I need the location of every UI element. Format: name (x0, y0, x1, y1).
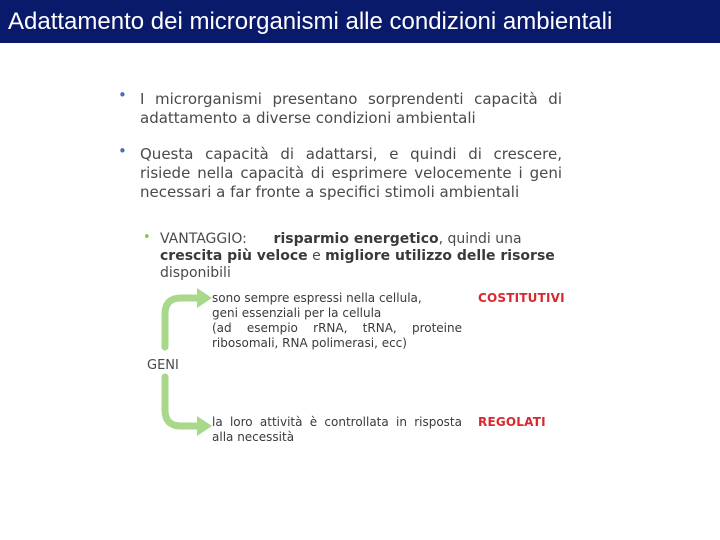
vantaggio-label: VANTAGGIO: (160, 231, 247, 247)
vantaggio-text (160, 231, 570, 282)
constitutive-label: COSTITUTIVI (478, 291, 565, 305)
regulated-description (212, 415, 462, 445)
constitutive-line-3: (ad esempio rRNA, tRNA, proteine (212, 321, 462, 335)
constitutive-line-2: geni essenziali per la cellula (212, 306, 382, 320)
vantaggio-bold-1: risparmio energetico (273, 231, 439, 247)
constitutive-line-4: ribosomali, RNA polimerasi, ecc) (212, 336, 407, 350)
vantaggio-bold-3: migliore utilizzo delle risorse (325, 248, 555, 264)
regulated-label: REGOLATI (478, 415, 546, 429)
vantaggio-text-3: disponibili (160, 265, 231, 281)
constitutive-line-1: sono sempre espressi nella cellula, (212, 291, 422, 305)
slide-title: Adattamento dei microrganismi alle condizioni ambientali (0, 0, 720, 43)
bullet-icon: • (118, 142, 127, 160)
sub-bullet-icon: • (143, 230, 151, 245)
vantaggio-text-1: , quindi una (438, 231, 522, 247)
bullet-icon: • (118, 86, 127, 104)
regulated-line-1: la loro attività è controllata in risposta (212, 415, 462, 429)
constitutive-description (212, 291, 462, 351)
slide-content-image (110, 82, 580, 452)
bullet-text-2: Questa capacità di adattarsi, e quindi di crescere, risiede nella capacità di esprimere velocemente i geni necessari a far fronte a specifici stimoli ambientali (140, 145, 562, 201)
bullet-text-1: I microrganismi presentano sorprendenti capacità di adattamento a diverse condizioni ambientali (140, 90, 562, 127)
vantaggio-bold-2: crescita più veloce (160, 248, 308, 264)
regulated-line-2: alla necessità (212, 430, 295, 444)
vantaggio-text-2: e (307, 248, 326, 264)
geni-label: GENI (147, 358, 179, 373)
